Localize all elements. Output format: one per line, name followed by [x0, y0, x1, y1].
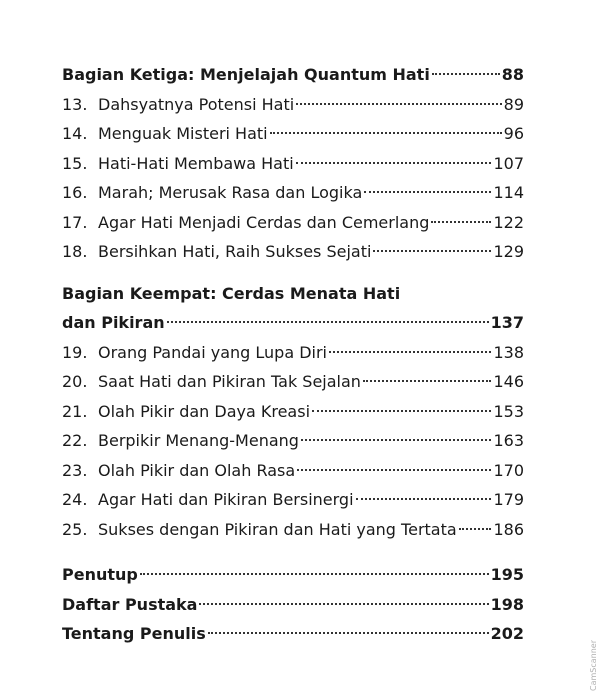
- page-number: 195: [490, 565, 524, 584]
- dot-leader: [459, 510, 492, 530]
- chapter-number: 23.: [62, 460, 88, 480]
- dot-leader: [301, 421, 492, 441]
- dot-leader: [431, 203, 491, 223]
- dot-leader: [199, 585, 488, 605]
- dot-leader: [167, 303, 489, 323]
- dot-leader: [364, 173, 491, 193]
- section-title: Bagian Ketiga: Menjelajah Quantum Hati: [62, 65, 430, 84]
- chapter-number: 13.: [62, 94, 88, 114]
- end-matter-title: Tentang Penulis: [62, 624, 206, 643]
- dot-leader: [297, 451, 491, 471]
- page-number: 170: [493, 460, 524, 480]
- end-matter-entry: [62, 619, 524, 649]
- chapter-number: 14.: [62, 124, 88, 143]
- chapter-title: Sukses dengan Pikiran dan Hati yang Tertata: [98, 519, 457, 539]
- chapter-title: Dahsyatnya Potensi Hati: [98, 94, 295, 114]
- chapter-number: 21.: [62, 401, 88, 421]
- scanner-watermark: CamScanner: [589, 639, 598, 691]
- chapter-title: Bersihkan Hati, Raih Sukses Sejati: [98, 242, 372, 261]
- page-number: 122: [493, 212, 524, 232]
- page-number: 107: [493, 153, 524, 173]
- end-matter-title: Daftar Pustaka: [62, 594, 198, 614]
- section-title-cont: dan Pikiran: [62, 313, 165, 332]
- page-number: 163: [493, 431, 524, 450]
- page-number: 138: [493, 342, 524, 362]
- chapter-number: 15.: [62, 153, 88, 173]
- end-matter-title: Penutup: [62, 565, 138, 584]
- chapter-title: Saat Hati dan Pikiran Tak Sejalan: [98, 372, 361, 391]
- chapter-number: 16.: [62, 183, 88, 202]
- dot-leader: [432, 55, 500, 75]
- page-number: 146: [493, 372, 524, 391]
- page-number: 88: [501, 65, 524, 84]
- page-number: 179: [493, 490, 524, 509]
- chapter-number: 25.: [62, 519, 88, 539]
- toc-entry: [62, 237, 524, 267]
- page-number: 137: [490, 313, 524, 332]
- chapter-number: 20.: [62, 372, 88, 391]
- chapter-number: 22.: [62, 431, 88, 450]
- chapter-title: Agar Hati Menjadi Cerdas dan Cemerlang: [98, 212, 430, 232]
- chapter-title: Orang Pandai yang Lupa Diri: [98, 342, 327, 362]
- page-number: 153: [493, 401, 524, 421]
- toc-entry: [62, 485, 524, 515]
- dot-leader: [296, 144, 492, 164]
- page-number: 198: [490, 594, 524, 614]
- dot-leader: [208, 614, 489, 634]
- dot-leader: [296, 85, 501, 105]
- page-number: 202: [490, 624, 524, 643]
- dot-leader: [270, 114, 502, 134]
- toc-entry: [62, 515, 524, 545]
- chapter-title: Marah; Merusak Rasa dan Logika: [98, 183, 363, 202]
- chapter-title: Berpikir Menang-Menang: [98, 431, 299, 450]
- chapter-title: Hati-Hati Membawa Hati: [98, 153, 294, 173]
- chapter-number: 18.: [62, 242, 88, 261]
- page-number: 89: [503, 94, 524, 114]
- dot-leader: [356, 480, 492, 500]
- chapter-title: Olah Pikir dan Olah Rasa: [98, 460, 296, 480]
- table-of-contents: [62, 60, 524, 649]
- chapter-title: Agar Hati dan Pikiran Bersinergi: [98, 490, 354, 509]
- chapter-title: Menguak Misteri Hati: [98, 124, 268, 143]
- dot-leader: [363, 362, 492, 382]
- page-number: 114: [493, 183, 524, 202]
- chapter-number: 24.: [62, 490, 88, 509]
- chapter-number: 17.: [62, 212, 88, 232]
- chapter-title: Olah Pikir dan Daya Kreasi: [98, 401, 311, 421]
- dot-leader: [329, 333, 491, 353]
- section-title: Bagian Keempat: Cerdas Menata Hati: [62, 283, 401, 303]
- page-number: 96: [503, 124, 524, 143]
- dot-leader: [140, 555, 489, 575]
- dot-leader: [312, 392, 491, 412]
- chapter-number: 19.: [62, 342, 88, 362]
- page-number: 186: [493, 519, 524, 539]
- page-number: 129: [493, 242, 524, 261]
- dot-leader: [373, 232, 491, 252]
